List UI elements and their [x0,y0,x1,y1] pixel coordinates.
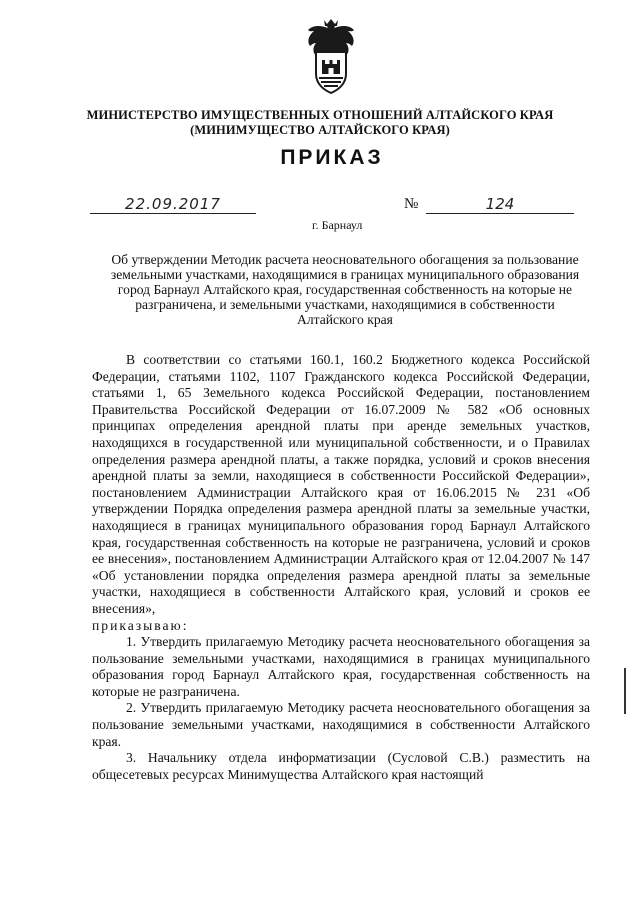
order-date: 22.09.2017 [90,195,256,214]
margin-line [624,668,626,714]
coat-of-arms-icon [302,18,360,98]
preamble-paragraph: В соответствии со статьями 160.1, 160.2 Бюджетного кодекса Российской Федерации, статьями 1102, 1107 Гражданского кодекса Российской Федерации, статьями 1, 65 Земельного кодекса Российской Федерации, постановлением Правительства Российской Федерации от 16.07.2009 № 582 «Об основных принципах определения арендной платы при аренде земельных участков, находящихся в государственной или муниципальной собственности, и о Правилах определения размера арендной платы, а также порядка, условий и сроков внесения арендной платы за земли, находящиеся в собственности Российской Федерации», постановлением Администрации Алтайского края от 16.06.2015 № 231 «Об утверждении Порядка определения размера арендной платы за земельные участки, находящиеся в границах муниципального образования город Барнаул Алтайского края, государственная собственность на которые не разграничена, условий и сроков ее внесения», постановлением Администрации Алтайского края от 12.04.2007 № 147 «Об установлении порядка определения размера арендной платы за земельные участки, находящиеся в собственности Алтайского края, условий и сроков ее внесения», [92,352,590,616]
order-number: 124 [426,195,574,214]
document-type-title: ПРИКАЗ [280,146,384,169]
ministry-short-name: (МИНИМУЩЕСТВО АЛТАЙСКОГО КРАЯ) [190,123,450,137]
order-subject: Об утверждении Методик расчета неосновательного обогащения за пользование земельными участками, находящимися в границах муниципального образования город Барнаул Алтайского края, государственная собственность на которые не разграничена, и земельными участками, находящимися в собственности Алтайского края [110,252,580,327]
order-item: 2. Утвердить прилагаемую Методику расчета неосновательного обогащения за пользование земельными участками, находящимися в собственности Алтайского края. [92,700,590,749]
order-item: 1. Утвердить прилагаемую Методику расчета неосновательного обогащения за пользование земельными участками, находящимися в границах муниципального образования город Барнаул Алтайского края, государственная собственность на которые не разграничена. [92,634,590,699]
order-item: 3. Начальнику отдела информатизации (Сусловой С.В.) разместить на общесетевых ресурсах Минимущества Алтайского края настоящий [92,750,590,782]
ministry-name: МИНИСТЕРСТВО ИМУЩЕСТВЕННЫХ ОТНОШЕНИЙ АЛТАЙСКОГО КРАЯ [86,108,554,122]
order-word: приказываю: [92,617,189,633]
city-name: г. Барнаул [312,218,363,232]
number-label: № [404,196,419,212]
order-body [92,352,590,783]
